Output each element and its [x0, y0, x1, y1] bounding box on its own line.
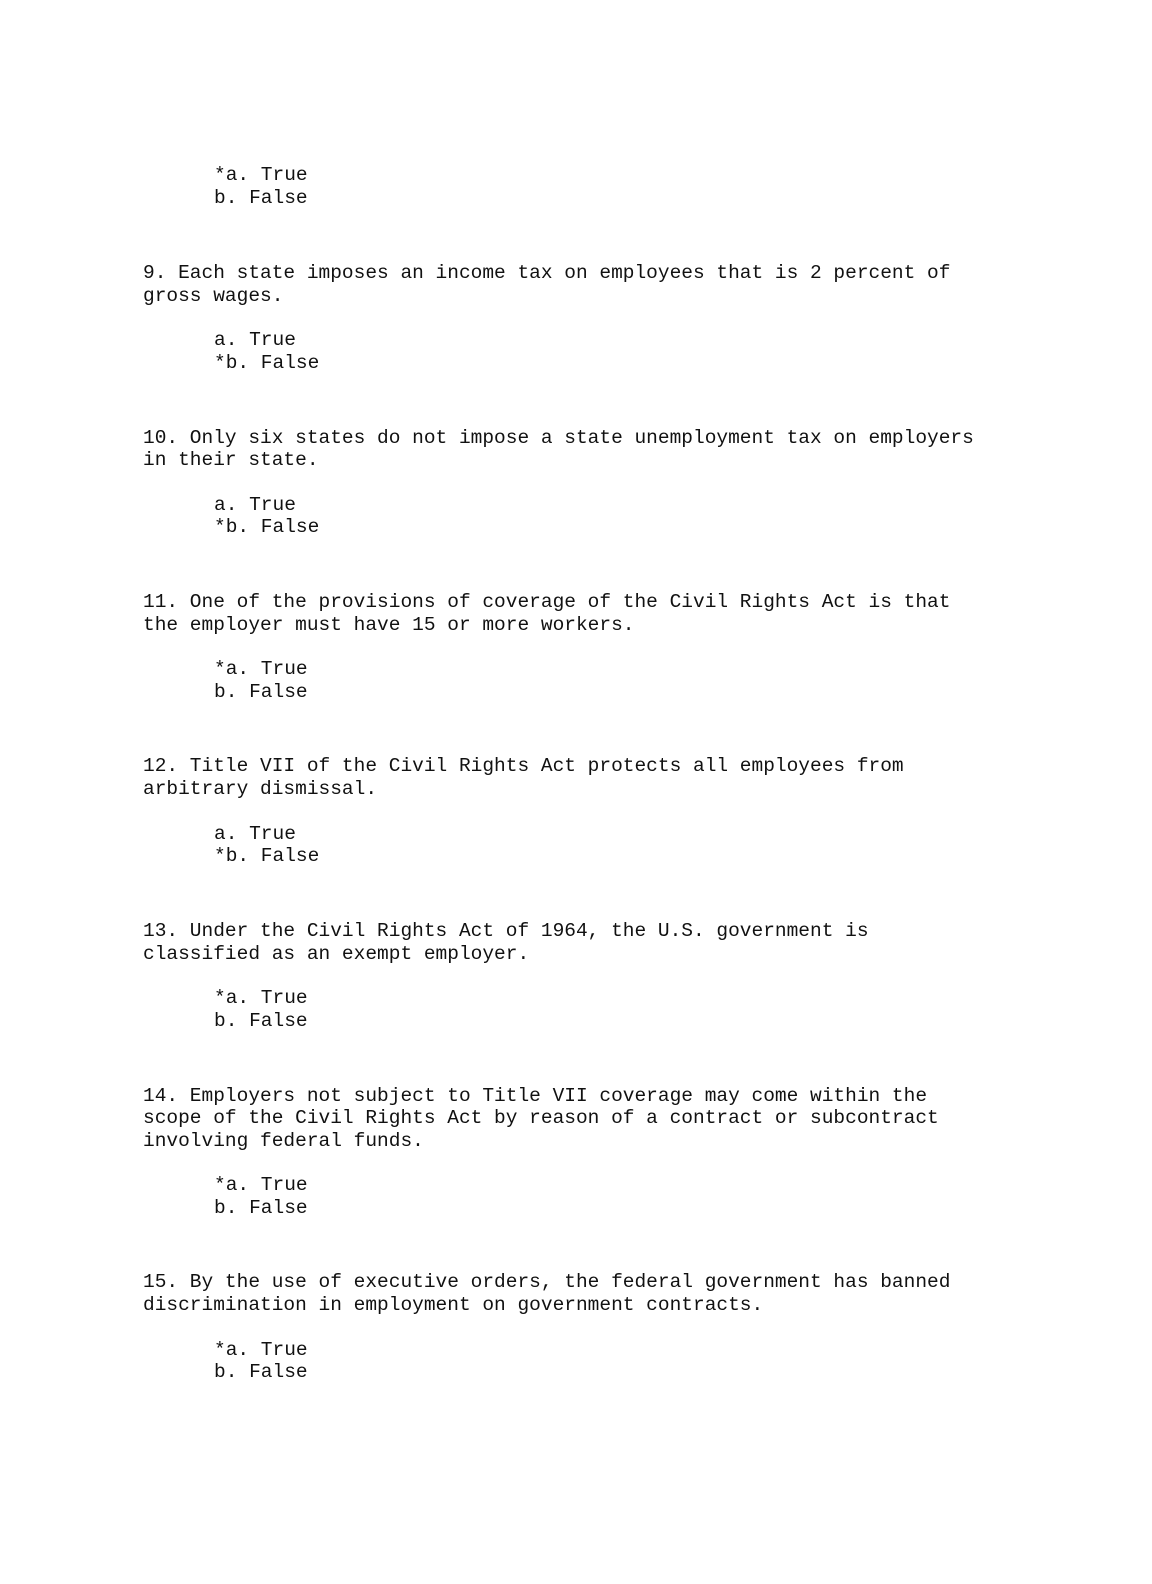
question-10-stem-line1: 10. Only six states do not impose a state unemployment tax on employers: [143, 427, 974, 449]
question-13-stem-line2: classified as an exempt employer.: [143, 943, 530, 965]
question-9-stem-line1: 9. Each state imposes an income tax on employees that is 2 percent of: [143, 262, 951, 284]
question-9-option-a: a. True: [214, 329, 296, 351]
question-14-option-b: b. False: [214, 1197, 308, 1219]
question-10-option-a: a. True: [214, 494, 296, 516]
question-14-stem-line1: 14. Employers not subject to Title VII coverage may come within the: [143, 1085, 928, 1107]
question-14-option-a: *a. True: [214, 1174, 308, 1196]
question-15-stem-line1: 15. By the use of executive orders, the federal government has banned: [143, 1271, 951, 1293]
question-11-option-b: b. False: [214, 681, 308, 703]
question-12-option-a: a. True: [214, 823, 296, 845]
question-12-stem-line1: 12. Title VII of the Civil Rights Act protects all employees from: [143, 755, 904, 777]
question-14-stem-line2: scope of the Civil Rights Act by reason of a contract or subcontract: [143, 1107, 939, 1129]
question-15-option-a: *a. True: [214, 1339, 308, 1361]
question-11-stem-line1: 11. One of the provisions of coverage of the Civil Rights Act is that: [143, 591, 951, 613]
question-13-option-a: *a. True: [214, 987, 308, 1009]
question-11-option-a: *a. True: [214, 658, 308, 680]
question-10-option-b: *b. False: [214, 516, 320, 538]
question-12-option-b: *b. False: [214, 845, 320, 867]
question-13-stem-line1: 13. Under the Civil Rights Act of 1964, the U.S. government is: [143, 920, 869, 942]
question-9-stem-line2: gross wages.: [143, 285, 284, 307]
option-b: b. False: [214, 187, 308, 209]
option-a: *a. True: [214, 164, 308, 186]
question-14-stem-line3: involving federal funds.: [143, 1130, 424, 1152]
question-13-option-b: b. False: [214, 1010, 308, 1032]
question-10-stem-line2: in their state.: [143, 449, 319, 471]
question-15-stem-line2: discrimination in employment on government contracts.: [143, 1294, 764, 1316]
question-9-option-b: *b. False: [214, 352, 320, 374]
question-15-option-b: b. False: [214, 1361, 308, 1383]
question-11-stem-line2: the employer must have 15 or more workers.: [143, 614, 635, 636]
question-12-stem-line2: arbitrary dismissal.: [143, 778, 378, 800]
